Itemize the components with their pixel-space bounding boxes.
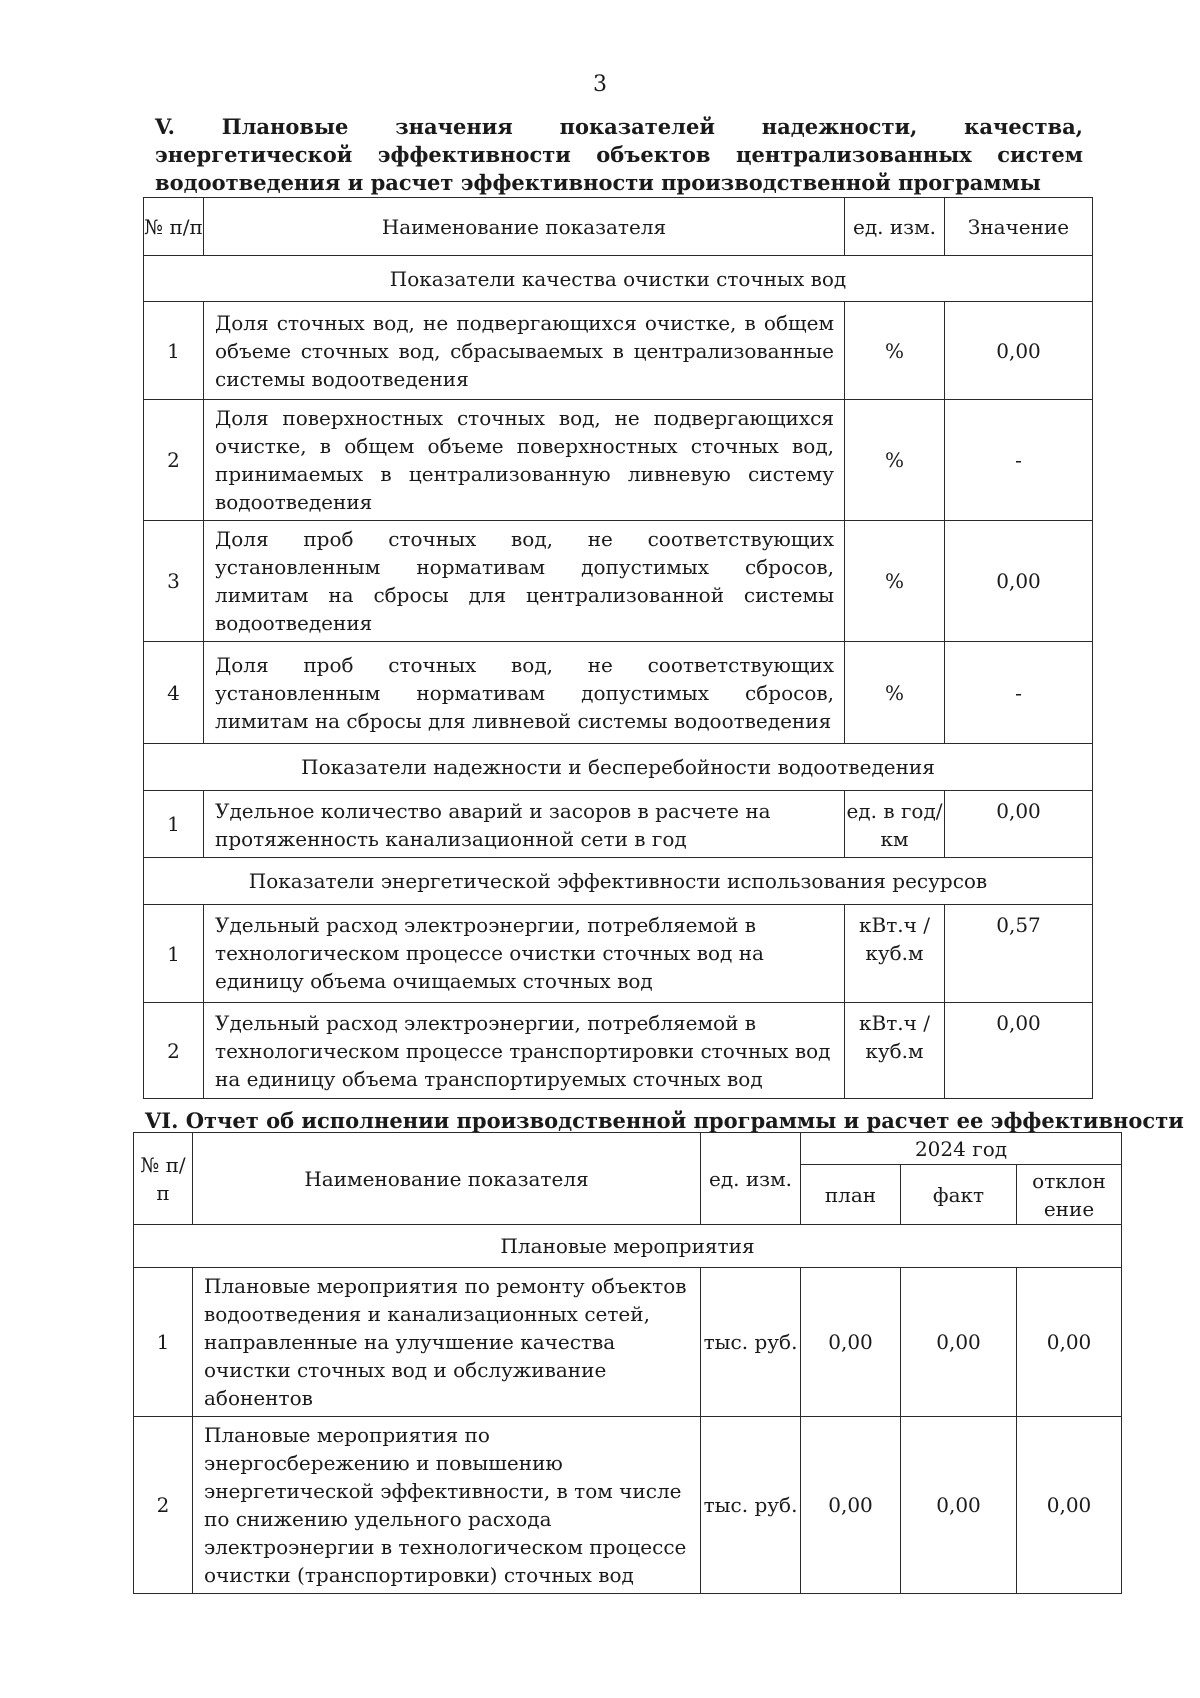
row-fact: 0,00 — [901, 1417, 1017, 1594]
header-value: Значение — [945, 198, 1093, 256]
table-row — [144, 400, 1093, 521]
row-value: - — [945, 400, 1093, 521]
row-num: 2 — [144, 400, 204, 521]
row-deviation: 0,00 — [1017, 1268, 1122, 1417]
table-row — [144, 791, 1093, 858]
table-row — [144, 905, 1093, 1003]
header-num: № п/п — [134, 1133, 193, 1225]
row-plan: 0,00 — [801, 1417, 901, 1594]
row-name: Удельное количество аварий и засоров в расчете на протяженность канализационной сети в год — [204, 791, 845, 858]
row-name: Доля проб сточных вод, не соответствующих установленным нормативам допустимых сбросов, лимитам на сбросы для ливневой системы водоотведения — [204, 642, 845, 744]
row-num: 1 — [144, 791, 204, 858]
table-row — [144, 642, 1093, 744]
header-plan: план — [801, 1165, 901, 1225]
section-5-title: V. Плановые значения показателей надежности, качества, энергетической эффективности объектов централизованных систем водоотведения и расчет эффективности производственной программы — [155, 114, 1083, 195]
row-num: 1 — [144, 905, 204, 1003]
program-report-table — [133, 1132, 1122, 1594]
row-plan: 0,00 — [801, 1268, 901, 1417]
table-header-row — [144, 198, 1093, 256]
section-6-title: VI. Отчет об исполнении производственной программы и расчет ее эффективности — [145, 1108, 1184, 1133]
page-number: 3 — [593, 72, 607, 97]
row-fact: 0,00 — [901, 1268, 1017, 1417]
header-unit: ед. изм. — [701, 1133, 801, 1225]
row-value: 0,57 — [945, 905, 1093, 1003]
row-unit: % — [845, 400, 945, 521]
table-row — [134, 1417, 1122, 1594]
row-unit: тыс. руб. — [701, 1417, 801, 1594]
table-header-row — [134, 1133, 1122, 1165]
row-num: 2 — [134, 1417, 193, 1594]
header-fact: факт — [901, 1165, 1017, 1225]
table-row — [144, 302, 1093, 400]
row-deviation: 0,00 — [1017, 1417, 1122, 1594]
group-row — [134, 1225, 1122, 1268]
row-unit: кВт.ч / куб.м — [845, 1003, 945, 1099]
row-value: 0,00 — [945, 1003, 1093, 1099]
row-value: 0,00 — [945, 791, 1093, 858]
row-name: Доля проб сточных вод, не соответствующих установленным нормативам допустимых сбросов, лимитам на сбросы для централизованной системы водоотведения — [204, 521, 845, 642]
row-value: 0,00 — [945, 521, 1093, 642]
row-name: Удельный расход электроэнергии, потребляемой в технологическом процессе транспортировки сточных вод на единицу объема транспортируемых сточных вод — [204, 1003, 845, 1099]
row-num: 4 — [144, 642, 204, 744]
row-unit: % — [845, 302, 945, 400]
group-title: Показатели энергетической эффективности использования ресурсов — [144, 858, 1093, 905]
row-unit: % — [845, 642, 945, 744]
indicators-table — [143, 197, 1093, 1099]
header-name: Наименование показателя — [204, 198, 845, 256]
header-num: № п/п — [144, 198, 204, 256]
row-name: Доля сточных вод, не подвергающихся очистке, в общем объеме сточных вод, сбрасываемых в централизованные системы водоотведения — [204, 302, 845, 400]
header-deviation: отклон ение — [1017, 1165, 1122, 1225]
row-name: Доля поверхностных сточных вод, не подвергающихся очистке, в общем объеме поверхностных сточных вод, принимаемых в централизованную ливневую систему водоотведения — [204, 400, 845, 521]
row-num: 3 — [144, 521, 204, 642]
row-unit: кВт.ч / куб.м — [845, 905, 945, 1003]
group-row — [144, 256, 1093, 302]
group-row — [144, 744, 1093, 791]
row-unit: тыс. руб. — [701, 1268, 801, 1417]
header-year: 2024 год — [801, 1133, 1122, 1165]
group-title: Плановые мероприятия — [134, 1225, 1122, 1268]
row-unit: ед. в год/ км — [845, 791, 945, 858]
group-row — [144, 858, 1093, 905]
table-row — [134, 1268, 1122, 1417]
row-name: Удельный расход электроэнергии, потребляемой в технологическом процессе очистки сточных вод на единицу объема очищаемых сточных вод — [204, 905, 845, 1003]
row-unit: % — [845, 521, 945, 642]
row-num: 2 — [144, 1003, 204, 1099]
row-name: Плановые мероприятия по ремонту объектов водоотведения и канализационных сетей, направленные на улучшение качества очистки сточных вод и обслуживание абонентов — [193, 1268, 701, 1417]
header-unit: ед. изм. — [845, 198, 945, 256]
group-title: Показатели надежности и бесперебойности водоотведения — [144, 744, 1093, 791]
table-row — [144, 521, 1093, 642]
row-value: 0,00 — [945, 302, 1093, 400]
row-value: - — [945, 642, 1093, 744]
header-name: Наименование показателя — [193, 1133, 701, 1225]
table-row — [144, 1003, 1093, 1099]
row-name: Плановые мероприятия по энергосбережению и повышению энергетической эффективности, в том числе по снижению удельного расхода электроэнергии в технологическом процессе очистки (транспортировки) сточных вод — [193, 1417, 701, 1594]
group-title: Показатели качества очистки сточных вод — [144, 256, 1093, 302]
row-num: 1 — [134, 1268, 193, 1417]
row-num: 1 — [144, 302, 204, 400]
